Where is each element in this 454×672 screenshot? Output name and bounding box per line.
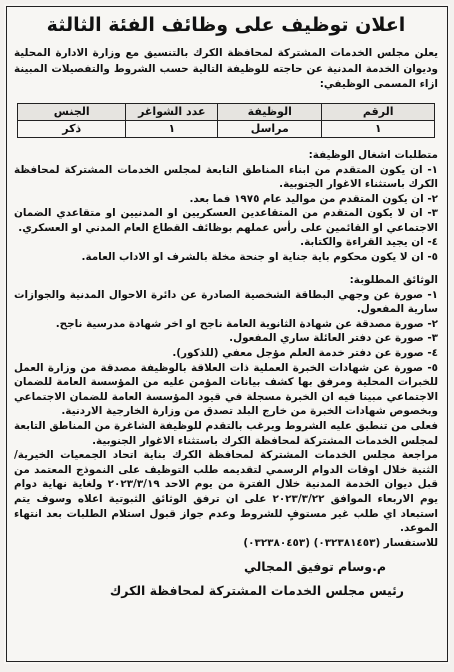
- list-item: ١- صورة عن وجهي البطاقة الشخصية الصادرة عن دائرة الاحوال المدنية والجوازات سارية المفعول.: [14, 288, 438, 316]
- announcement-page: [4, 4, 450, 664]
- cell-gender: ذكر: [18, 120, 126, 137]
- jobs-table: [17, 103, 435, 138]
- signatory-name: م.وسام توفيق المجالي: [243, 559, 386, 575]
- list-item: ٣- ان لا يكون المتقدم من المتقاعدين العسكريين او المدنيين او متقاعدي الضمان الاجتماعي او القائمين على رأس عملهم بوظائف القطاع العام المدني او العسكري.: [14, 207, 438, 234]
- list-item: ٤- صورة عن دفتر خدمة العلم مؤجل معفي (للذكور).: [172, 347, 438, 360]
- closing-eligibility: فعلى من تنطبق عليه الشروط ويرغب بالتقدم للوظيفة الشاغرة من المناطق التابعة لمجلس الخدمات المشتركة لمحافظة الكرك باستثناء الاغوار الجنوبية.: [14, 420, 438, 447]
- table-row: [18, 120, 435, 137]
- cell-job: مراسل: [218, 120, 322, 137]
- contact-phones: للاستفسار (٠٣٢٣٨١٤٥٣) (٠٣٢٣٨٠٤٥٣): [243, 536, 438, 549]
- cell-number: ١: [322, 120, 435, 137]
- page-title: اعلان توظيف على وظائف الفئة الثالثة: [46, 14, 406, 36]
- list-item: ٢- صورة مصدقة عن شهادة الثانوية العامة ناجح او اخر شهادة مدرسية ناجح.: [55, 317, 438, 330]
- header-gender: الجنس: [18, 103, 126, 120]
- intro-paragraph: يعلن مجلس الخدمات المشتركة لمحافظة الكرك بالتنسيق مع وزارة الادارة المحلية وديوان الخدمة المدنية عن حاجته للوظيفة التالية حسب الشروط والتفصيلات المبينة ازاء المسمى الوظيفي:: [14, 47, 438, 90]
- list-item: ٣- صورة عن دفتر العائلة ساري المفعول.: [229, 332, 438, 345]
- list-item: ١- ان يكون المتقدم من ابناء المناطق التابعة لمجلس الخدمات المشتركة لمحافظة الكرك باستثناء الاغوار الجنوبية.: [14, 163, 438, 191]
- list-item: ٥- ان لا يكون محكوم باية جناية او جنحة مخلة بالشرف او الاداب العامة.: [81, 251, 438, 264]
- signatory-title: رئيس مجلس الخدمات المشتركة لمحافظة الكرك: [109, 583, 404, 599]
- list-item: ٤- ان يجيد القراءة والكتابة.: [300, 236, 438, 249]
- cell-vacancies: ١: [126, 120, 218, 137]
- requirements-title: متطلبات اشغال الوظيفة:: [308, 148, 438, 161]
- list-item: ٢- ان يكون المتقدم من مواليد عام ١٩٧٥ فما بعد.: [189, 192, 438, 205]
- documents-title: الوثائق المطلوبة:: [349, 273, 438, 286]
- closing-instructions: مراجعة مجلس الخدمات المشتركة لمحافظة الكرك بناية اتحاد الجمعيات الخيرية/ الثنية خلال اوقات الدوام الرسمي لتقديمه طلب التوظيف على النموذج المعتمد من قبل ديوان الخدمة المدنية خلال الفترة من يوم الاحد ٢٠٢٣/٣/١٩ ولغاية نهاية دوام يوم الاربعاء الموافق ٢٠٢٣/٣/٢٢ على ان ترفق الوثائق الثبوتية اعلاه وسوف يتم استبعاد اي طلب غير مستوفٍ للشروط وعدم جواز قبول استلام الطلبات بعد انتهاء الموعد.: [14, 449, 438, 535]
- header-vacancies: عدد الشواغر: [126, 103, 218, 120]
- header-job: الوظيفة: [218, 103, 322, 120]
- table-header-row: [18, 103, 435, 120]
- header-number: الرقم: [322, 103, 435, 120]
- list-item: ٥- صورة عن شهادات الخبرة العملية ذات العلاقة بالوظيفة مصدقة من وزارة العمل للخبرات المحلية ومرفق بها كشف بيانات المؤمن عليه من المؤسسة العامة للضمان الاجتماعي مبينا فيه ان الخبرة مسجلة في قيود المؤسسة العامة للضمان الاجتماعي وبخصوص شهادات الخبرة من خارج البلد تصدق من وزارة الخارجية الاردنية.: [14, 361, 438, 418]
